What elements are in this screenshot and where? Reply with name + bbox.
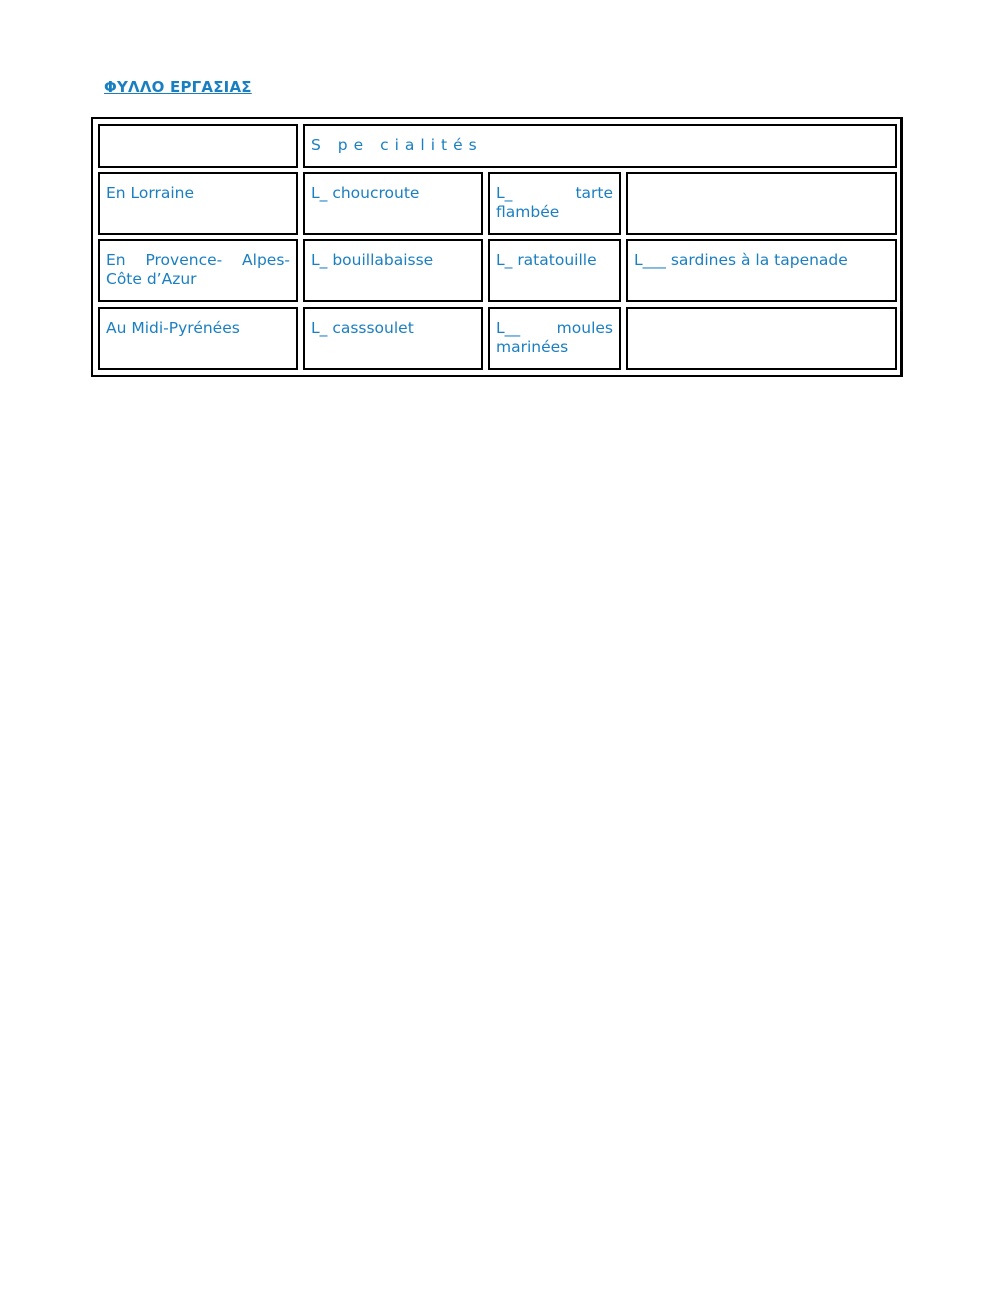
region-cell-midi-pyrenees [98, 307, 298, 370]
region-label: Au Midi-Pyrénées [106, 319, 240, 337]
dish-cell [303, 172, 483, 235]
region-cell-provence [98, 239, 298, 302]
dish-label: L_ casssoulet [311, 319, 414, 337]
dish-cell [303, 239, 483, 302]
dish-label: L__ moules marinées [496, 319, 613, 356]
dish-cell [488, 239, 621, 302]
dish-cell [303, 307, 483, 370]
dish-label: L___ sardines à la tapenade [634, 251, 848, 269]
region-cell-lorraine [98, 172, 298, 235]
header-specialites-label: S pe cialités [311, 136, 483, 154]
dish-cell-empty [626, 172, 897, 235]
page-title: ΦΥΛΛΟ ΕΡΓΑΣΙΑΣ [104, 78, 252, 96]
dish-label: L_ choucroute [311, 184, 420, 202]
region-label: En Provence- Alpes-Côte d’Azur [106, 251, 290, 288]
header-empty-cell [98, 124, 298, 168]
dish-label: L_ bouillabaisse [311, 251, 434, 269]
dish-label: L_ tarte flambée [496, 184, 613, 221]
dish-cell [488, 307, 621, 370]
dish-label: L_ ratatouille [496, 251, 597, 269]
specialties-table [91, 117, 903, 377]
dish-cell [626, 239, 897, 302]
dish-cell-empty [626, 307, 897, 370]
region-label: En Lorraine [106, 184, 195, 202]
dish-cell [488, 172, 621, 235]
header-specialites-cell [303, 124, 897, 168]
